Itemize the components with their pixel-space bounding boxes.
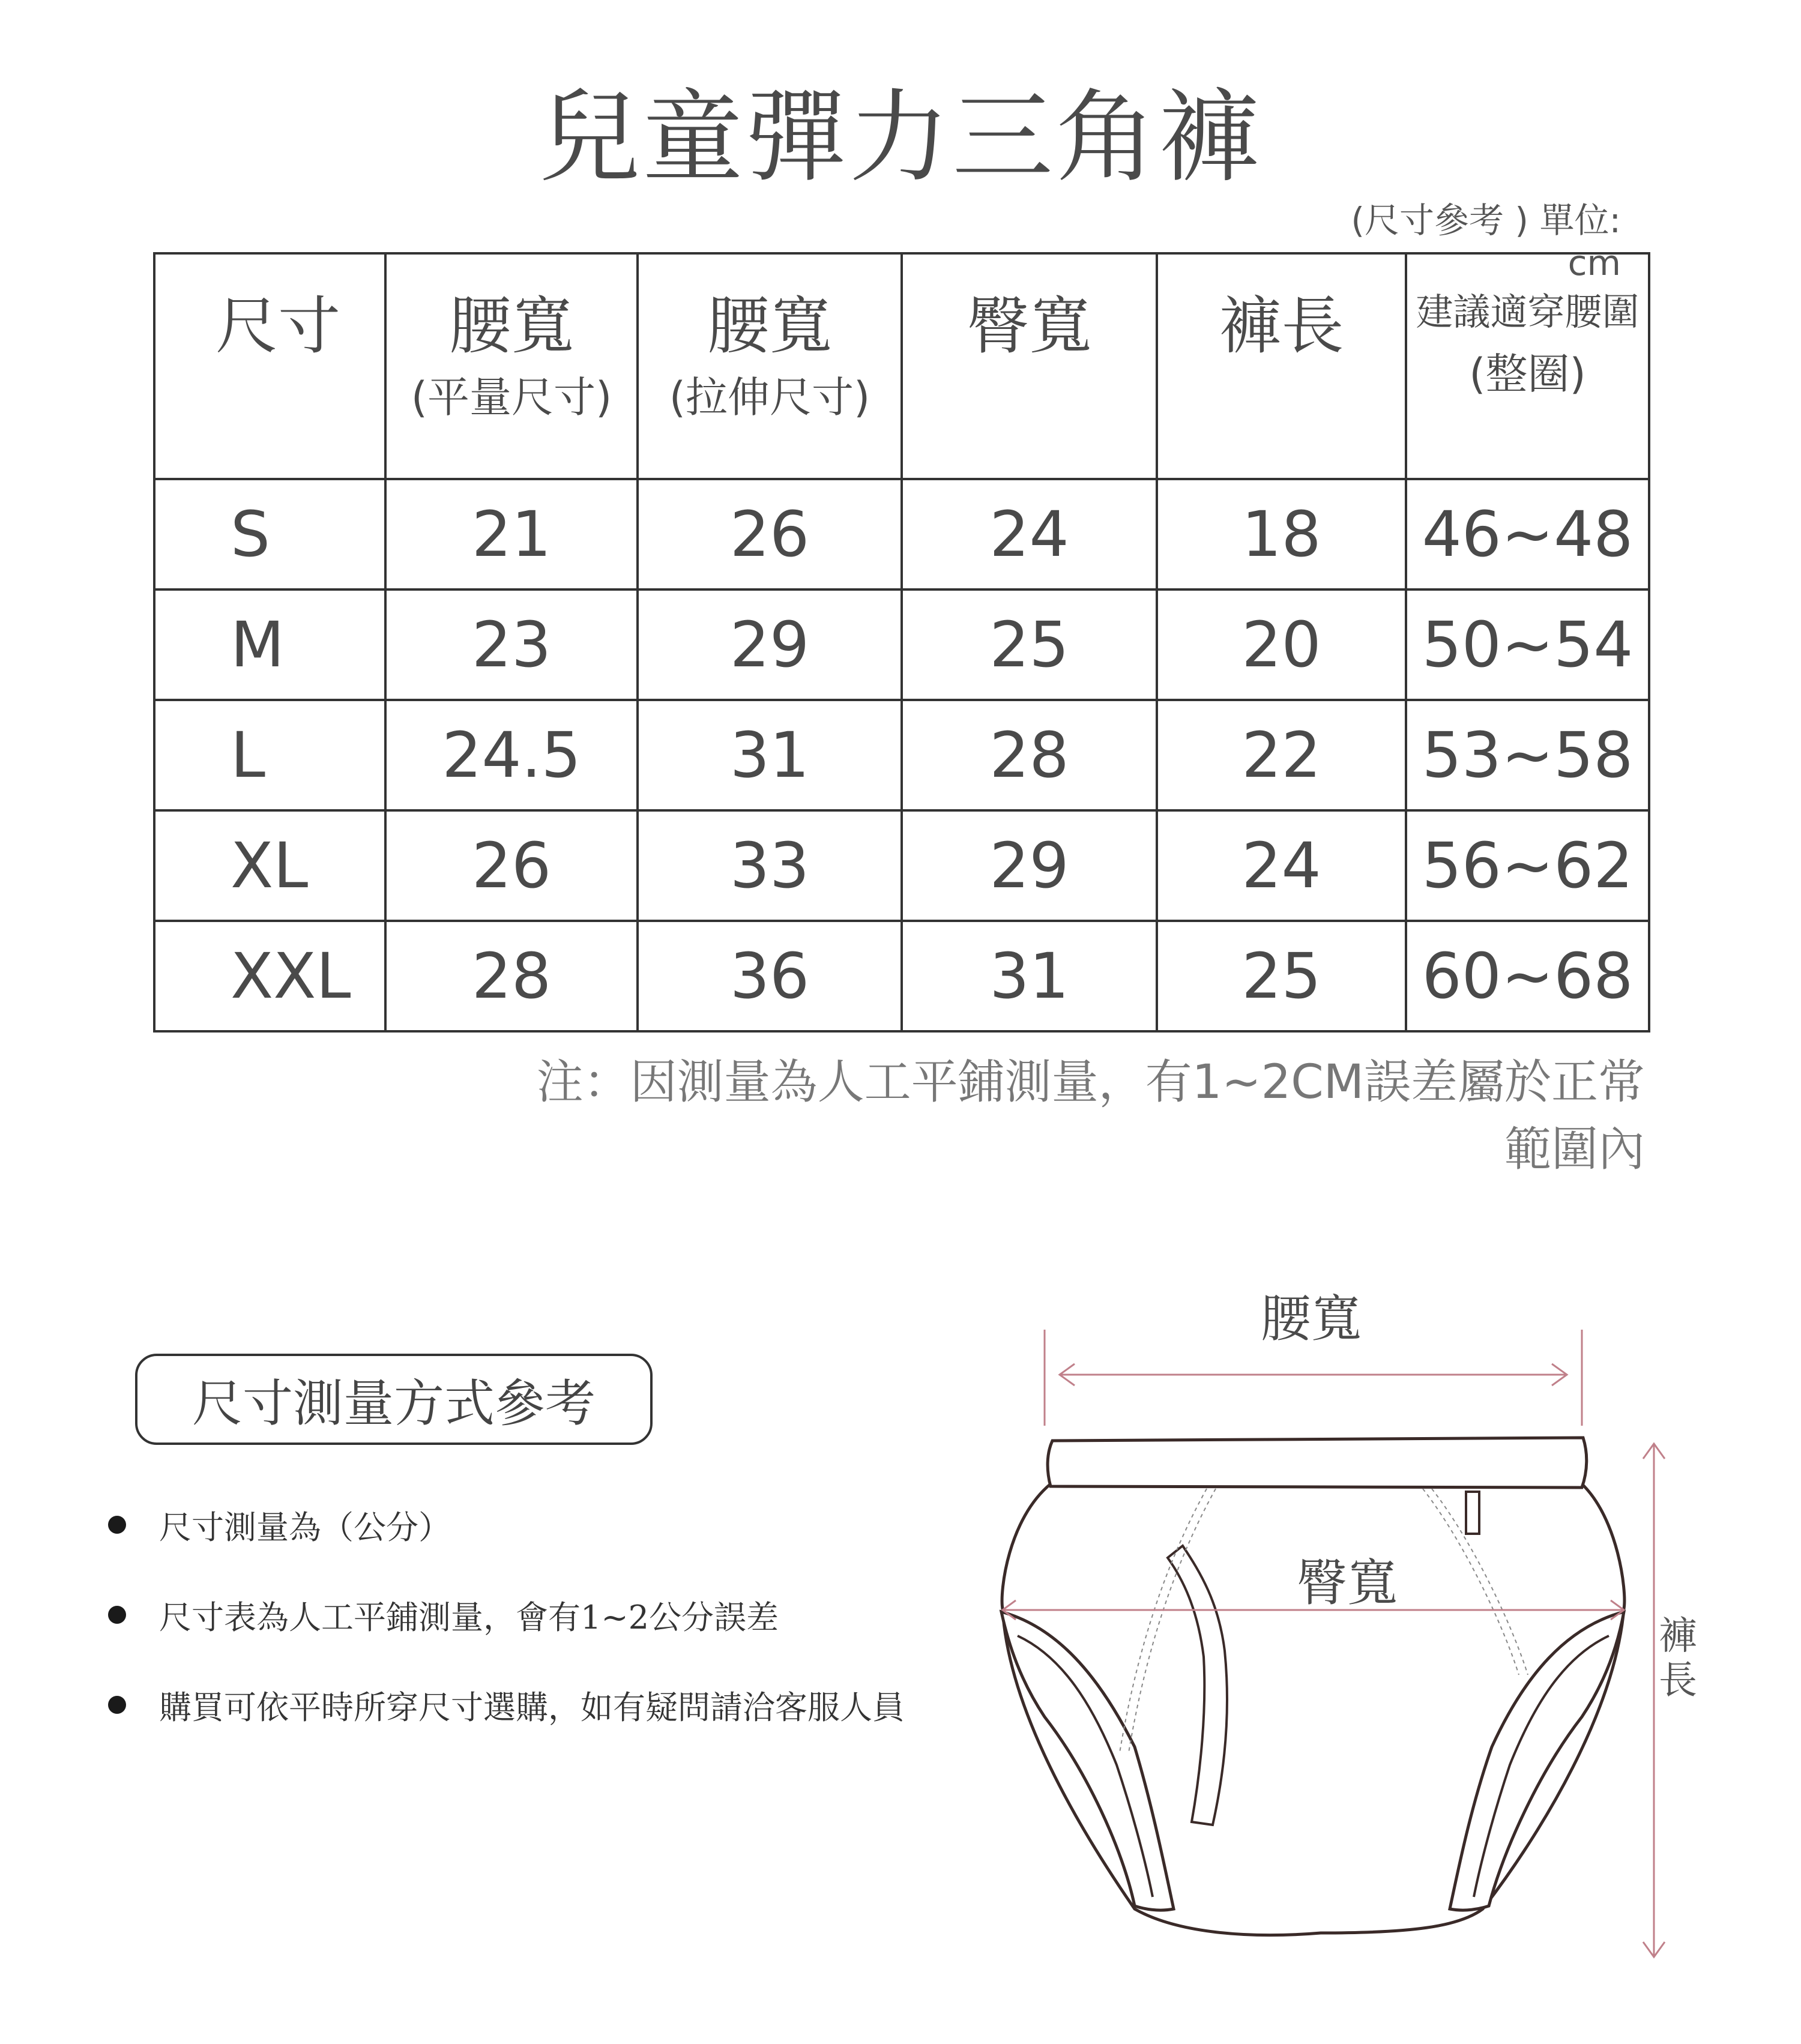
bullet-dot-icon bbox=[108, 1606, 126, 1624]
size-cell: XXL bbox=[154, 921, 385, 1031]
table-cell: 46~48 bbox=[1406, 479, 1649, 589]
size-chart-table bbox=[153, 252, 1650, 1033]
measurement-method-title: 尺寸測量方式參考 bbox=[135, 1354, 653, 1445]
length-label-char-2: 長 bbox=[1659, 1658, 1697, 1703]
table-cell: 60~68 bbox=[1406, 921, 1649, 1031]
header-waist-flat: 腰寬 (平量尺寸) bbox=[385, 253, 638, 479]
unit-note: (尺寸參考 ) 單位: cm bbox=[1351, 200, 1621, 283]
size-cell: S bbox=[154, 479, 385, 589]
size-cell: L bbox=[154, 700, 385, 810]
list-item bbox=[108, 1594, 1009, 1636]
page-title: 兒童彈力三角褲 bbox=[539, 79, 1262, 196]
table-cell: 29 bbox=[902, 810, 1157, 921]
table-row bbox=[154, 921, 1649, 1031]
length-label bbox=[1654, 1615, 1702, 1703]
table-cell: 24 bbox=[902, 479, 1157, 589]
measurement-error-note: 注：因測量為人工平鋪測量，有1~2CM誤差屬於正常範圍內 bbox=[536, 1055, 1645, 1177]
table-cell: 29 bbox=[638, 589, 902, 700]
table-cell: 31 bbox=[902, 921, 1157, 1031]
table-cell: 23 bbox=[385, 589, 638, 700]
header-length: 褲長 bbox=[1157, 253, 1406, 479]
table-row bbox=[154, 810, 1649, 921]
header-size: 尺寸 bbox=[154, 253, 385, 479]
table-cell: 18 bbox=[1157, 479, 1406, 589]
table-cell: 36 bbox=[638, 921, 902, 1031]
list-item-text: 購買可依平時所穿尺寸選購，如有疑問請洽客服人員 bbox=[159, 1688, 905, 1726]
hip-width-label: 臀寬 bbox=[1297, 1554, 1398, 1612]
table-cell: 26 bbox=[385, 810, 638, 921]
table-cell: 24.5 bbox=[385, 700, 638, 810]
table-cell: 26 bbox=[638, 479, 902, 589]
table-cell: 24 bbox=[1157, 810, 1406, 921]
size-cell: M bbox=[154, 589, 385, 700]
table-cell: 33 bbox=[638, 810, 902, 921]
table-cell: 31 bbox=[638, 700, 902, 810]
size-cell: XL bbox=[154, 810, 385, 921]
table-cell: 22 bbox=[1157, 700, 1406, 810]
briefs-measurement-diagram bbox=[961, 1291, 1771, 2011]
briefs-illustration bbox=[961, 1291, 1771, 2011]
list-item-text: 尺寸測量為（公分） bbox=[159, 1508, 451, 1546]
bullet-dot-icon bbox=[108, 1516, 126, 1534]
list-item bbox=[108, 1504, 1009, 1546]
table-cell: 28 bbox=[902, 700, 1157, 810]
table-cell: 25 bbox=[902, 589, 1157, 700]
table-row bbox=[154, 589, 1649, 700]
bullet-dot-icon bbox=[108, 1696, 126, 1714]
table-cell: 50~54 bbox=[1406, 589, 1649, 700]
table-cell: 53~58 bbox=[1406, 700, 1649, 810]
table-header-row bbox=[154, 253, 1649, 479]
method-bullet-list bbox=[108, 1504, 1009, 1774]
table-cell: 28 bbox=[385, 921, 638, 1031]
table-row bbox=[154, 700, 1649, 810]
table-cell: 25 bbox=[1157, 921, 1406, 1031]
table-row bbox=[154, 479, 1649, 589]
list-item-text: 尺寸表為人工平鋪測量，會有1~2公分誤差 bbox=[159, 1598, 779, 1636]
table-cell: 56~62 bbox=[1406, 810, 1649, 921]
header-suggested-waist: 建議適穿腰圍 (整圈) bbox=[1406, 253, 1649, 479]
table-cell: 21 bbox=[385, 479, 638, 589]
length-label-char-1: 褲 bbox=[1659, 1614, 1697, 1659]
header-hip-width: 臀寬 bbox=[902, 253, 1157, 479]
header-waist-stretch: 腰寬 (拉伸尺寸) bbox=[638, 253, 902, 479]
table-cell: 20 bbox=[1157, 589, 1406, 700]
list-item bbox=[108, 1684, 1009, 1726]
waist-width-label: 腰寬 bbox=[1261, 1289, 1362, 1348]
briefs-outline bbox=[1001, 1438, 1625, 1935]
